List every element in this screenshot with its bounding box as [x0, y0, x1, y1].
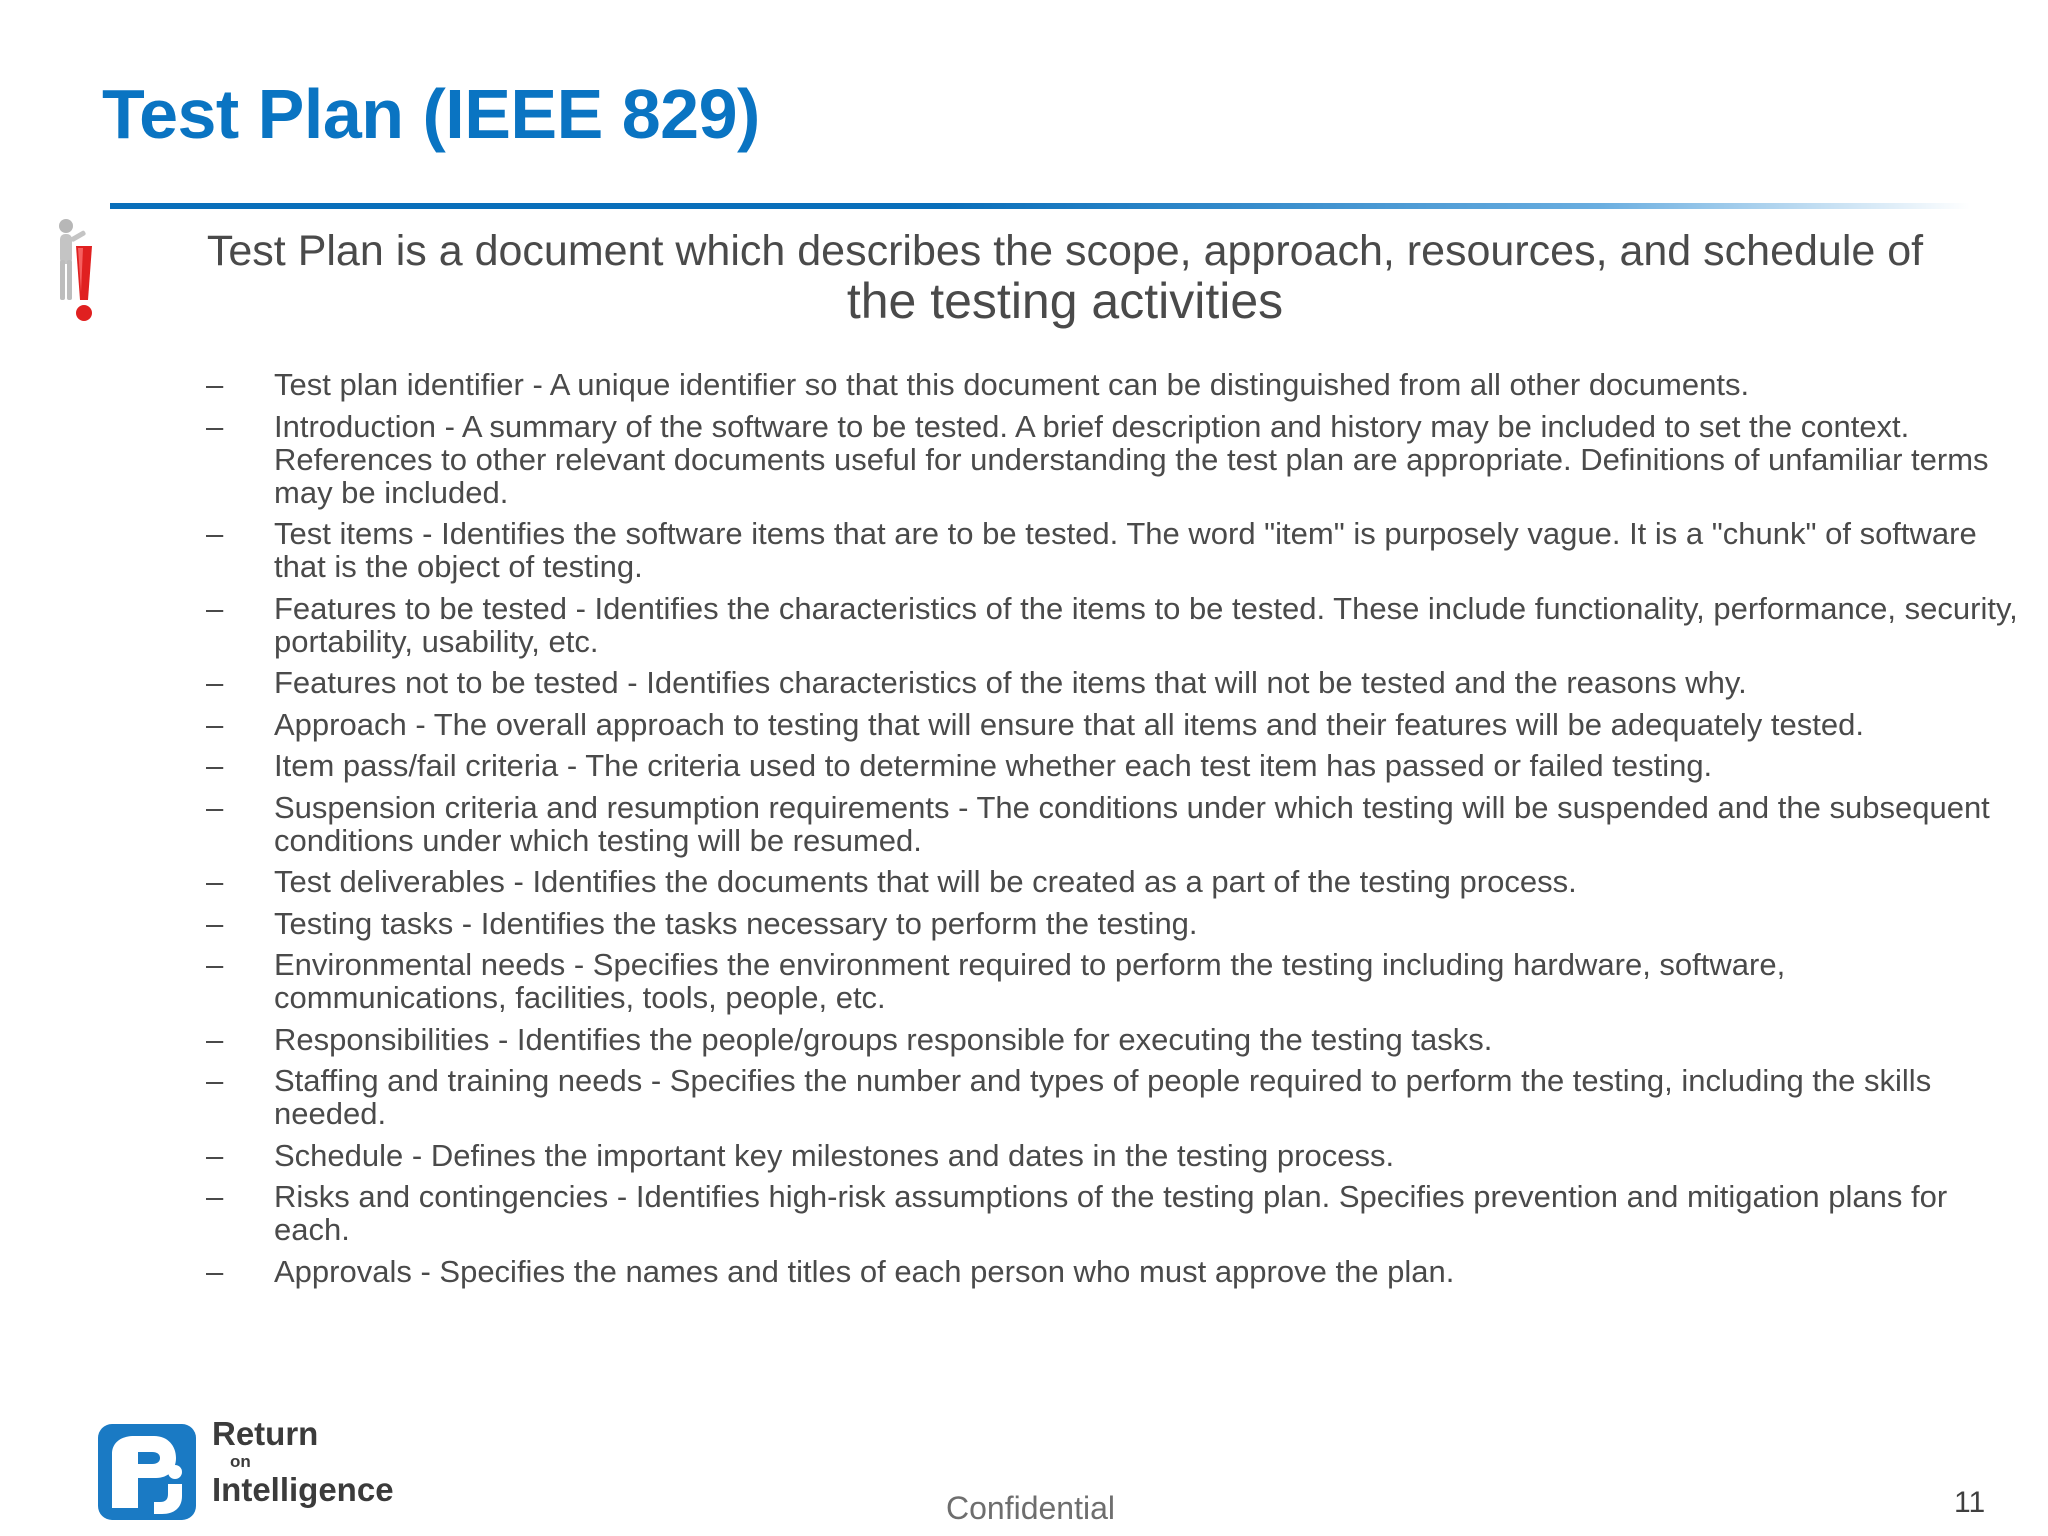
- list-item: [206, 666, 2021, 699]
- list-item: [206, 1064, 2021, 1130]
- lead-statement: [140, 226, 1990, 329]
- list-item: [206, 749, 2021, 782]
- bullet-dash: –: [206, 1021, 224, 1057]
- bullet-dash: –: [206, 408, 224, 444]
- item-text: Approvals - Specifies the names and titles of each person who must approve the plan.: [274, 1253, 1455, 1289]
- list-item: [206, 1180, 2021, 1246]
- item-text: Risks and contingencies - Identifies high-risk assumptions of the testing plan. Specifies prevention and mitigation plans for each.: [274, 1179, 1948, 1247]
- list-item: [206, 1255, 2021, 1288]
- list-item: [206, 368, 2021, 401]
- logo-word-return: Return: [212, 1415, 319, 1452]
- bullet-dash: –: [206, 706, 224, 742]
- bullet-dash: –: [206, 1063, 224, 1098]
- title-divider: [110, 203, 1970, 209]
- item-text: Staffing and training needs - Specifies the number and types of people required to perform the testing, including the skills needed.: [274, 1063, 1932, 1131]
- logo-word-on: on: [230, 1452, 251, 1471]
- item-text: Features to be tested - Identifies the characteristics of the items to be tested. These include functionality, performance, security, portability, usability, etc.: [274, 590, 2018, 659]
- item-text: Introduction - A summary of the software to be tested. A brief description and history may be included to set the context. References to other relevant documents useful for understanding the test plan are appropriate. Definitions of unfamiliar terms may be included.: [274, 408, 1989, 510]
- bullet-dash: –: [206, 665, 224, 700]
- item-text: Approach - The overall approach to testing that will ensure that all items and their features will be adequately tested.: [274, 706, 1864, 742]
- item-text: Test items - Identifies the software items that are to be tested. The word "item" is purposely vague. It is a "chunk" of software that is the object of testing.: [274, 516, 1977, 584]
- slide-title: Test Plan (IEEE 829): [102, 75, 760, 153]
- bullet-dash: –: [206, 947, 224, 982]
- bullet-dash: –: [206, 864, 224, 899]
- bullet-dash: –: [206, 1137, 224, 1173]
- bullet-dash: –: [206, 1253, 224, 1289]
- item-text: Testing tasks - Identifies the tasks necessary to perform the testing.: [274, 905, 1198, 941]
- list-item: [206, 791, 2021, 857]
- list-item: [206, 948, 2021, 1014]
- list-item: [206, 907, 2021, 940]
- logo-word-intelligence: Intelligence: [212, 1471, 394, 1508]
- list-item: [206, 708, 2021, 741]
- test-plan-items-list: [206, 368, 2021, 1296]
- list-item: [206, 865, 2021, 898]
- page-number: 11: [1954, 1486, 1986, 1519]
- bullet-dash: –: [206, 590, 224, 626]
- company-logo: [98, 1416, 398, 1526]
- item-text: Features not to be tested - Identifies characteristics of the items that will not be tested and the reasons why.: [274, 665, 1747, 700]
- bullet-dash: –: [206, 789, 224, 825]
- list-item: [206, 1139, 2021, 1172]
- lead-line-2: the testing activities: [846, 273, 1284, 329]
- bullet-dash: –: [206, 905, 224, 941]
- bullet-dash: –: [206, 748, 224, 783]
- list-item: [206, 410, 2021, 509]
- person-exclamation-icon: [52, 212, 108, 324]
- bullet-dash: –: [206, 516, 224, 551]
- bullet-dash: –: [206, 1179, 224, 1214]
- item-text: Environmental needs - Specifies the environment required to perform the testing including hardware, software, communications, facilities, tools, people, etc.: [274, 947, 1786, 1015]
- bullet-dash: –: [206, 367, 224, 402]
- list-item: [206, 1023, 2021, 1056]
- return-on-intelligence-logo-icon: [98, 1424, 196, 1520]
- list-item: [206, 517, 2021, 583]
- item-text: Test plan identifier - A unique identifier so that this document can be distinguished from all other documents.: [274, 367, 1750, 402]
- item-text: Schedule - Defines the important key milestones and dates in the testing process.: [274, 1137, 1395, 1173]
- item-text: Responsibilities - Identifies the people/groups responsible for executing the testing tasks.: [274, 1021, 1493, 1057]
- logo-wordmark: [212, 1416, 394, 1508]
- item-text: Item pass/fail criteria - The criteria used to determine whether each test item has passed or failed testing.: [274, 748, 1713, 783]
- item-text: Test deliverables - Identifies the documents that will be created as a part of the testing process.: [274, 864, 1577, 899]
- lead-line-1: Test Plan is a document which describes the scope, approach, resources, and schedule of: [206, 227, 1924, 275]
- item-text: Suspension criteria and resumption requirements - The conditions under which testing will be suspended and the subsequent conditions under which testing will be resumed.: [274, 789, 1990, 858]
- list-item: [206, 592, 2021, 658]
- confidential-label: Confidential: [946, 1490, 1115, 1526]
